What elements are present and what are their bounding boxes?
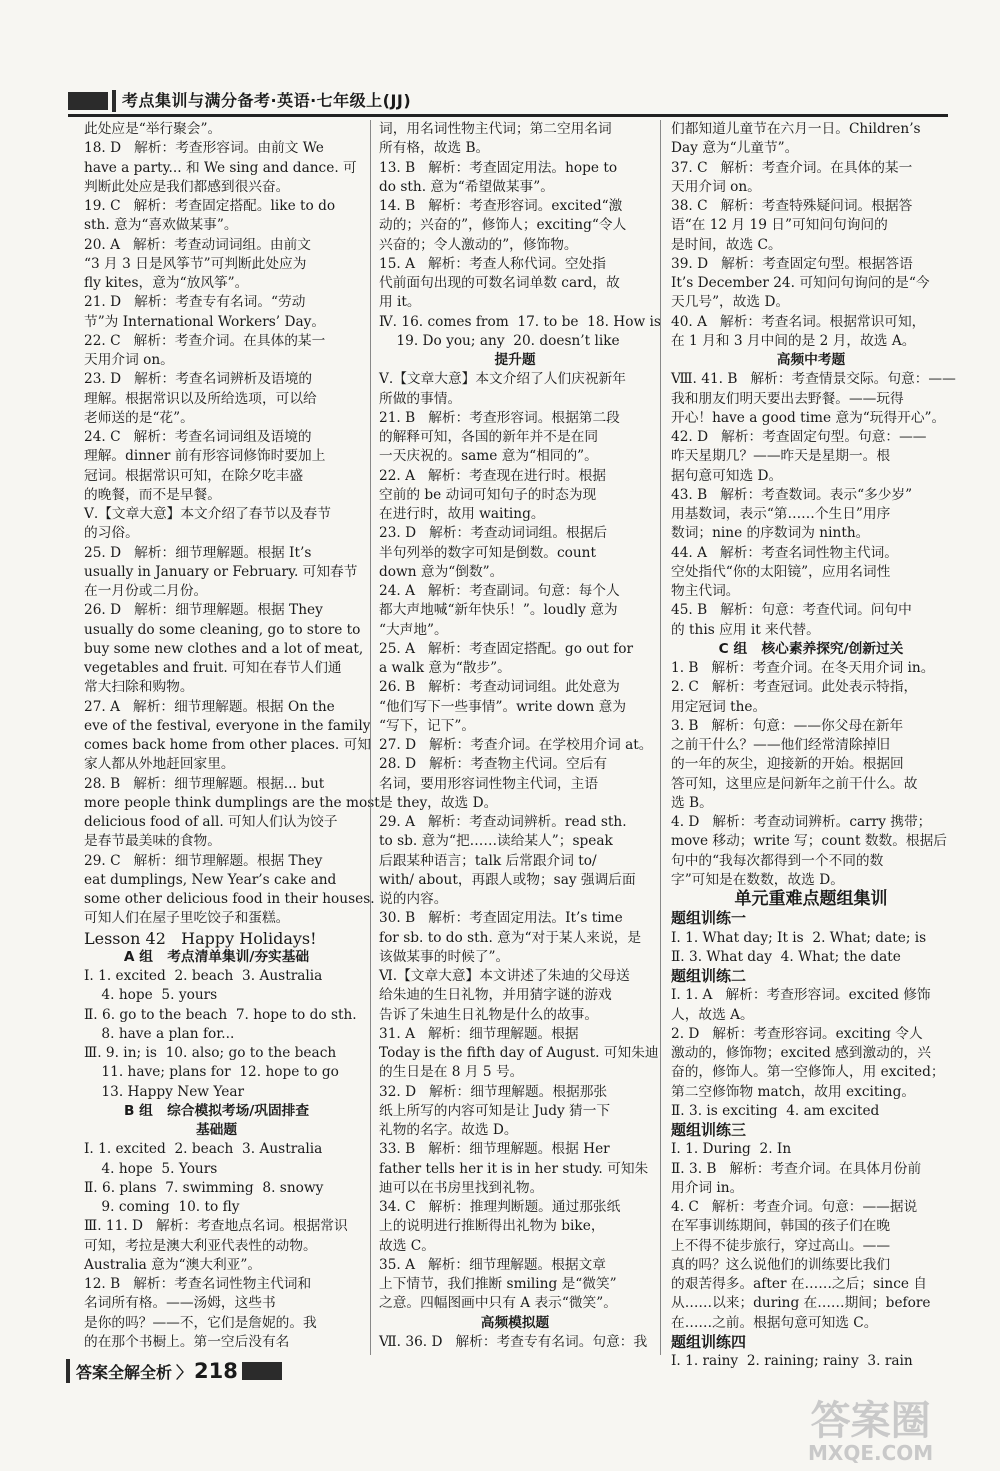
header-black-block [68,92,108,110]
answer-line: 都大声地喊“新年快乐！”。loudly 意为 [379,602,618,619]
answer-line: Australia 意为“澳大利亚”。 [84,1256,262,1273]
answer-line: 上下情节，我们推断 smiling 是“微笑” [379,1276,617,1292]
answer-line: 25. D 解析：细节理解题。根据 It’s [84,544,312,561]
answer-line: 是春节最美味的食物。 [84,833,221,850]
answer-line: 25. A 解析：考查固定搭配。go out for [379,640,634,657]
answer-line: 45. B 解析：句意：考查代词。问句中 [671,602,912,619]
answer-line: 节”为 International Workers’ Day。 [84,313,326,330]
answer-line: 23. D 解析：考查名词辨析及语境的 [84,371,313,388]
answer-line: 29. A 解析：考查动词辨析。read sth. [379,814,627,830]
answer-line: 2. C 解析：考查冠词。此处表示特指， [671,679,918,696]
answer-line: 开心！have a good time 意为“玩得开心”。 [671,409,946,426]
answer-line: 家人都从外地赶回家里。 [84,756,235,773]
answer-line: to sb. 意为“把……读给某人”；speak [379,833,613,850]
answer-line: 说的内容。 [379,891,448,907]
answer-line: 常大扫除和购物。 [84,679,194,696]
answer-line: move 移动；write 写；count 数数。根据后 [671,833,947,850]
answer-line: down 意为“倒数”。 [379,563,504,580]
answer-line: 用 it。 [379,294,421,311]
answer-line: 用定冠词 the。 [671,698,767,715]
answer-line: Lesson 42 Happy Holidays! [84,928,317,948]
answer-line: Ⅴ.【文章大意】本文介绍了人们庆祝新年 [379,371,626,388]
answer-line: with/ about，再跟人或物；say 强调后面 [379,871,636,888]
answer-line: 用介词 in。 [671,1179,744,1196]
header-divider [112,90,116,112]
answer-line: 名词所有格。——汤姆，这些书 [84,1295,276,1312]
answer-column-left [84,120,380,1355]
answer-line: 的艰苦得多。after 在……之后；since 自 [671,1276,927,1292]
answer-line: eve of the festival, everyone in the family [84,717,371,734]
answer-line: 22. C 解析：考查介词。在具体的某一 [84,332,326,349]
watermark-logo [808,1400,933,1464]
answer-line: 43. B 解析：考查数词。表示“多少岁” [671,486,913,503]
answer-line: 可知人们在屋子里吃饺子和蛋糕。 [84,910,290,927]
answer-line: 答可知，这里应是问新年之前干什么。故 [671,775,918,792]
answer-line: 之意。四幅图画中只有 A 表示“微笑”。 [379,1295,617,1312]
answer-line: 的在那个书橱上。第一空后没有名 [84,1333,290,1350]
answer-line: 给朱迪的生日礼物，并用猜字谜的游戏 [379,987,612,1004]
answer-line: fly kites，意为“放风筝”。 [84,275,249,291]
answer-line: 题组训练二 [671,967,747,985]
answer-line: 昨天星期几？——昨天是星期一。根 [671,448,891,465]
answer-line: 在 1 月和 3 月中间的是 2 月，故选 A。 [671,332,916,349]
answer-line: 13. B 解析：考查固定用法。hope to [379,159,618,176]
answer-line: 词，用名词性物主代词；第二空用名词 [379,121,612,137]
answer-line: 半句列举的数字可知是倒数。count [379,544,596,561]
answer-line: 29. C 解析：细节理解题。根据 They [84,852,323,869]
answer-line: 所有格，故选 B。 [379,140,490,157]
answer-line: 4. D 解析：考查动词辨析。carry 携带； [671,814,932,830]
answer-column-right [660,120,956,1369]
answer-line: “他们写下一些事情”。write down 意为 [379,698,627,715]
answer-line: 提升题 [494,352,536,368]
answer-line: 11. have; plans for 12. hope to go [84,1064,339,1081]
answer-line: 天用介词 on。 [671,178,761,195]
answer-line: 在……之前。根据句意可知选 C。 [671,1314,878,1331]
answer-line: 4. hope 5. Yours [84,1160,218,1177]
answer-line: 代前面句出现的可数名词单数 card，故 [379,275,620,291]
answer-line: 数词；nine 的序数词为 ninth。 [671,525,870,542]
answer-line: Ⅱ. 3. is exciting 4. am excited [671,1102,880,1119]
answer-line: Ⅳ. 16. comes from 17. to be 18. How is [379,313,661,330]
answer-line: delicious food of all. 可知人们认为饺子 [84,814,338,830]
answer-line: 物主代词。 [671,583,740,599]
answer-line: “大声地”。 [379,621,448,638]
answer-line: 34. C 解析：推理判断题。通过那张纸 [379,1199,621,1215]
answer-line: 28. B 解析：细节理解题。根据... but [84,775,325,792]
answer-line: Ⅶ. 36. D 解析：考查专有名词。句意：我 [379,1333,648,1350]
answer-line: “写下，记下”。 [379,717,476,734]
answer-line: 1. B 解析：考查介词。在冬天用介词 in。 [671,660,935,676]
answer-line: 天用介词 on。 [84,352,174,368]
answer-line: do sth. 意为“希望做某事”。 [379,178,554,195]
answer-line: C 组 核心素养探究/创新过关 [718,640,904,657]
answer-line: 19. Do you; any 20. doesn’t like [379,332,620,349]
answer-line: Ⅰ. 1. rainy 2. raining; rainy 3. rain [671,1353,913,1369]
answer-line: Ⅷ. 41. B 解析：考查情景交际。句意：—— [671,371,956,388]
answer-line: Ⅱ. 3. B 解析：考查介词。在具体月份前 [671,1160,922,1177]
answer-line: 的一年的灰尘，迎接新的开始。根据回 [671,756,904,773]
answer-line: 上不得不徒步旅行，穿过高山。—— [671,1237,891,1254]
answer-line: 24. A 解析：考查副词。句意：每个人 [379,583,620,599]
answer-line: Ⅱ. 6. go to the beach 7. hope to do sth. [84,1006,357,1023]
answer-line: 24. C 解析：考查名词词组及语境的 [84,429,312,445]
answer-line: 20. A 解析：考查动词词组。由前文 [84,236,311,253]
answer-line: 15. A 解析：考查人称代词。空处指 [379,255,606,272]
page-number: 218 [194,1359,238,1383]
answer-line: 我和朋友们明天要出去野餐。——玩得 [671,390,904,407]
answer-line: 14. B 解析：考查形容词。excited“激 [379,198,623,214]
answer-line: 在一月份或二月份。 [84,583,208,599]
answer-line: 一天庆祝的。same 意为“相同的”。 [379,448,598,465]
answer-line: more people think dumplings are the most [84,794,380,811]
answer-line: 此处应是“举行聚会”。 [84,121,222,137]
answer-line: 之前干什么？——他们经常清除掉旧 [671,737,891,753]
answer-line: 9. coming 10. to fly [84,1199,240,1215]
answer-line: 的生日是在 8 月 5 号。 [379,1064,524,1081]
answer-line: usually in January or February. 可知春节 [84,563,358,580]
answer-line: 纸上所写的内容可知是让 Judy 猜一下 [379,1102,611,1119]
footer-label: 答案全解全析 [76,1362,173,1382]
answer-line: 18. D 解析：考查形容词。由前文 We [84,140,324,157]
answer-line: 礼物的名字。故选 D。 [379,1122,518,1138]
answer-line: It’s December 24. 可知问句询问的是“今 [671,275,930,291]
answer-line: father tells her it is in her study. 可知朱 [379,1160,649,1177]
answer-line: vegetables and fruit. 可知在春节人们通 [84,660,342,676]
answer-line: 们都知道儿童节在六月一日。Children’s [671,121,921,137]
answer-line: 兴奋的；令人激动的”，修饰物。 [379,236,578,253]
answer-line: 第二空修饰物 match，故用 exciting。 [671,1083,916,1100]
answer-line: 28. D 解析：考查物主代词。空后有 [379,756,608,773]
answer-line: 40. A 解析：考查名词。根据常识可知， [671,313,926,330]
answer-line: 人，故选 A。 [671,1006,754,1023]
answer-line: 选 B。 [671,794,713,811]
answer-line: 26. D 解析：细节理解题。根据 They [84,602,323,619]
answer-line: Ⅴ.【文章大意】本文介绍了春节以及春节 [84,506,331,522]
answer-line: A 组 考点清单集训/夯实基础 [123,948,310,965]
answer-line: Day 意为“儿童节”。 [671,140,799,157]
answer-line: 22. A 解析：考查现在进行时。根据 [379,467,606,484]
answer-line: 激动的，修饰物；excited 感到激动的，兴 [671,1045,931,1061]
answer-line: 35. A 解析：细节理解题。根据文章 [379,1256,606,1273]
answer-line: 真的吗？这么说他们的训练要比我们 [671,1256,891,1273]
answer-line: 21. B 解析：考查形容词。根据第二段 [379,409,620,426]
answer-line: 高频模拟题 [480,1314,550,1331]
answer-line: 37. C 解析：考查介词。在具体的某一 [671,159,913,176]
answer-line: 告诉了朱迪生日礼物是什么的故事。 [379,1006,599,1023]
answer-line: 的习俗。 [84,525,139,542]
answer-line: 题组训练一 [671,909,747,928]
answer-line: 2. D 解析：考查形容词。exciting 令人 [671,1025,923,1042]
footer-black-block [242,1362,282,1380]
answer-line: 后跟某种语言；talk 后常跟介词 to/ [379,852,597,869]
answer-line: 老师送的是“花”。 [84,409,194,426]
answer-line: 天几号”，故选 D。 [671,294,790,311]
answer-line: usually do some cleaning, go to store to [84,621,361,638]
answer-line: 理解。dinner 前有形容词修饰时要加上 [84,448,326,465]
answer-line: a walk 意为“散步”。 [379,660,511,676]
watermark-url: MXQE.COM [808,1441,934,1465]
answer-line: 的 this 应用 it 来代替。 [671,621,820,638]
answer-line: Today is the fifth day of August. 可知朱迪 [379,1045,659,1061]
answer-line: comes back home from other places. 可知 [84,737,371,753]
answer-line: 31. A 解析：细节理解题。根据 [379,1025,579,1042]
answer-line: Ⅱ. 3. What day 4. What; the date [671,948,901,965]
answer-line: 39. D 解析：考查固定句型。根据答语 [671,255,913,272]
answer-line: 的解释可知，各国的新年并不是在同 [379,429,599,445]
answer-line: 上的说明进行推断得出礼物为 bike， [379,1218,605,1235]
answer-line: Ⅰ. 1. excited 2. beach 3. Australia [84,1141,323,1158]
answer-line: 19. C 解析：考查固定搭配。like to do [84,198,336,214]
page-footer [66,1358,282,1384]
answer-line: 动的；兴奋的”，修饰人；exciting“令人 [379,217,627,234]
answer-line: Ⅱ. 6. plans 7. swimming 8. snowy [84,1179,324,1196]
answer-line: 33. B 解析：细节理解题。根据 Her [379,1141,610,1158]
page-header [68,88,948,117]
answer-line: Ⅵ.【文章大意】本文讲述了朱迪的父母送 [379,968,630,984]
answer-line: 30. B 解析：考查固定用法。It’s time [379,910,623,927]
answer-line: 12. B 解析：考查名词性物主代词和 [84,1276,312,1292]
answer-line: 从……以来；during 在……期间；before [671,1295,931,1312]
answer-line: 的晚餐，而不是早餐。 [84,486,221,503]
answer-line: 用基数词，表示“第……个生日”用序 [671,506,891,522]
answer-line: Ⅲ. 11. D 解析：考查地点名词。根据常识 [84,1218,348,1235]
answer-line: 故选 C。 [379,1237,435,1254]
answer-line: 在军事训练期间，韩国的孩子们在晚 [671,1218,891,1235]
footer-divider [66,1359,70,1383]
answer-line: 是你的吗？——不，它们是詹妮的。我 [84,1314,317,1331]
answer-line: 语“在 12 月 19 日”可知问句询问的 [671,217,888,234]
answer-line: 题组训练四 [671,1332,747,1351]
answer-line: buy some new clothes and a lot of meat, [84,640,364,657]
answer-line: sth. 意为“喜欢做某事”。 [84,217,238,234]
answer-line: Ⅲ. 9. in; is 10. also; go to the beach [84,1045,337,1061]
answer-line: 名词，要用形容词性物主代词，主语 [379,775,599,792]
answer-line: 42. D 解析：考查固定句型。句意：—— [671,429,927,445]
answer-line: 迪可以在书房里找到礼物。 [379,1179,544,1196]
answer-column-middle [370,120,661,1355]
answer-line: 27. D 解析：考查介词。在学校用介词 at。 [379,737,653,753]
answer-line: 该做某事的时候了”。 [379,948,510,965]
answer-line: 26. B 解析：考查动词词组。此处意为 [379,679,620,696]
answer-line: 高频中考题 [776,352,846,368]
answer-line: Ⅰ. 1. A 解析：考查形容词。excited 修饰 [671,987,931,1004]
answer-line: 空前的 be 动词可知句子的时态为现 [379,486,597,503]
answer-line: 是时间，故选 C。 [671,236,782,253]
answer-line: 32. D 解析：细节理解题。根据那张 [379,1083,608,1100]
answer-line: 3. B 解析：句意：——你父母在新年 [671,717,904,734]
answer-line: 据句意可知选 D。 [671,467,783,484]
answer-line: 可知，考拉是澳大利亚代表性的动物。 [84,1237,317,1254]
answer-line: eat dumplings, New Year’s cake and [84,871,337,888]
answer-line: “3 月 3 日是风筝节”可判断此处应为 [84,255,307,272]
watermark-text: 答案圈 [810,1398,931,1444]
answer-line: 4. hope 5. yours [84,987,218,1004]
answer-line: Ⅰ. 1. excited 2. beach 3. Australia [84,968,323,984]
answer-line: 44. A 解析：考查名词性物主代词。 [671,544,898,561]
answer-line: 单元重难点题组集训 [734,889,888,909]
answer-line: 空处指代“你的太阳镜”，应用名词性 [671,563,891,580]
answer-line: have a party... 和 We sing and dance. 可 [84,159,357,176]
answer-line: 8. have a plan for... [84,1025,235,1042]
header-title: 考点集训与满分备考·英语·七年级上(JJ) [122,91,412,110]
answer-line: 13. Happy New Year [84,1083,245,1100]
answer-line: 奋的，修饰人。第一空修饰人，用 excited； [671,1064,945,1081]
answer-line: 38. C 解析：考查特殊疑问词。根据答 [671,198,913,214]
answer-line: 4. C 解析：考查介词。句意：——据说 [671,1199,918,1215]
answer-line: 27. A 解析：细节理解题。根据 On the [84,698,335,715]
answer-line: 冠词。根据常识可知，在除夕吃丰盛 [84,467,304,484]
answer-line: 所做的事情。 [379,390,462,407]
answer-line: 理解。根据常识以及所给选项，可以给 [84,390,317,407]
answer-line: 字”可知是在数数，故选 D。 [671,871,844,888]
answer-line: 句中的“我每次都得到一个不同的数 [671,852,884,869]
answer-line: 在进行时，故用 waiting。 [379,506,545,522]
answer-line: 是 they，故选 D。 [379,794,498,811]
answer-line: B 组 综合模拟考场/巩固排查 [123,1102,310,1119]
answer-line: 判断此处应是我们都感到很兴奋。 [84,178,290,195]
answer-line: for sb. to do sth. 意为“对于某人来说，是 [379,929,642,946]
answer-line: some other delicious food in their houses. [84,891,375,907]
answer-line: Ⅰ. 1. What day; It is 2. What; date; is [671,929,927,946]
answer-line: 基础题 [195,1122,238,1138]
answer-line: Ⅰ. 1. During 2. In [671,1141,792,1158]
footer-arrow-icon: 〉 [176,1362,193,1382]
answer-line: 题组训练三 [671,1121,747,1139]
answer-line: 21. D 解析：考查专有名词。“劳动 [84,294,306,311]
answer-line: 23. D 解析：考查动词词组。根据后 [379,525,608,542]
